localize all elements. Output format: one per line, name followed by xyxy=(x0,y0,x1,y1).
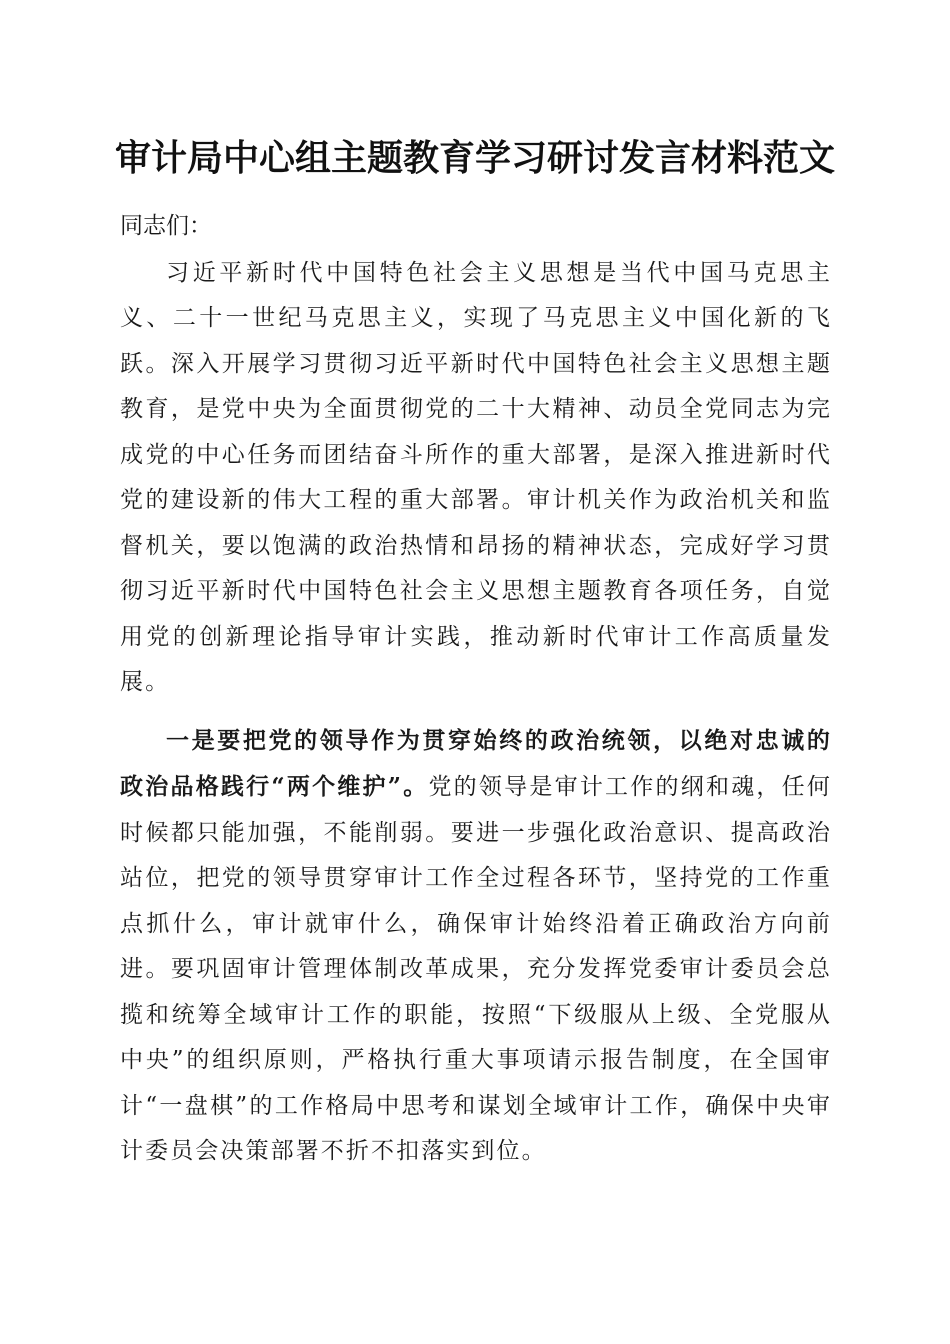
paragraph-text: 习近平新时代中国特色社会主义思想是当代中国马克思主义、二十一世纪马克思主义，实现了马克思主义中国化新的飞跃。深入开展学习贯彻习近平新时代中国特色社会主义思想主题教育，是党中央为全面贯彻党的二十大精神、动员全党同志为完成党的中心任务而团结奋斗所作的重大部署，是深入推进新时代党的建设新的伟大工程的重大部署。审计机关作为政治机关和监督机关，要以饱满的政治热情和昂扬的精神状态，完成好学习贯彻习近平新时代中国特色社会主义思想主题教育各项任务，自觉用党的创新理论指导审计实践，推动新时代审计工作高质量发展。 xyxy=(120,259,832,695)
salutation: 同志们： xyxy=(120,213,212,239)
paragraph-point-one xyxy=(120,718,832,1175)
paragraph-text: 党的领导是审计工作的纲和魂，任何时候都只能加强，不能削弱。要进一步强化政治意识、提高政治站位，把党的领导贯穿审计工作全过程各环节，坚持党的工作重点抓什么，审计就审什么，确保审计始终沿着正确政治方向前进。要巩固审计管理体制改革成果，充分发挥党委审计委员会总揽和统筹全域审计工作的职能，按照“下级服从上级、全党服从中央”的组织原则，严格执行重大事项请示报告制度，在全国审计“一盘棋”的工作格局中思考和谋划全域审计工作，确保中央审计委员会决策部署不折不扣落实到位。 xyxy=(120,774,832,1164)
paragraph-intro xyxy=(120,250,832,706)
document-body xyxy=(120,204,832,1175)
paragraph-lead: 一是要把党的领导作为贯穿始终的政治统领，以绝对忠诚的政治品格践行“两个维护”。 xyxy=(120,726,832,800)
document-title: 审计局中心组主题教育学习研讨发言材料范文 xyxy=(114,137,835,179)
